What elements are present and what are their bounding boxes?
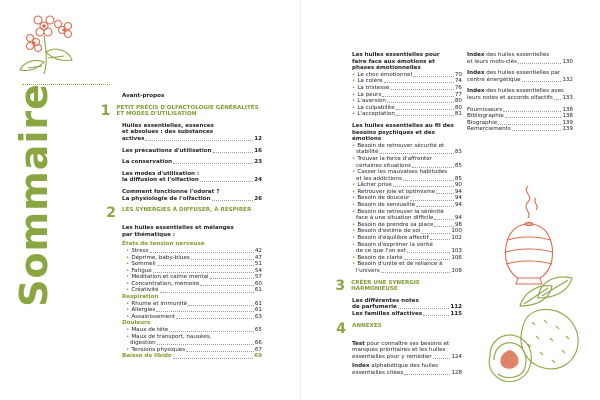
chapter-title: CRÉER UNE SYNERGIE HARMONIEUSE (351, 279, 420, 293)
chapter-number: 4 (336, 320, 346, 337)
toc-section-title: Les huiles essentielles pour faire face aux émotions et phases émotionnelles (352, 52, 440, 72)
toc-entry[interactable]: • Créativité 61 (126, 287, 262, 294)
toc-entry[interactable]: • La tristesse 76 (352, 84, 462, 91)
toc-entry[interactable]: Baisse de libido 69 (122, 353, 262, 360)
toc-entry[interactable]: Les différentes notes de parfumerie 112 (352, 297, 462, 311)
toc-entry-avant-propos[interactable]: Avant-propos (122, 93, 165, 99)
toc-entry[interactable]: • Trouver la force d'affronter certaines situations 85 (352, 155, 462, 169)
toc-entry[interactable]: Index des huiles essentielles par centre énergétique 132 (467, 70, 573, 83)
toc-entry[interactable]: La conservation 23 (122, 159, 262, 166)
toc-column-middle (335, 52, 462, 377)
toc-entry[interactable]: Huiles essentielles, essences et absolues : des substances actives 12 (122, 122, 262, 142)
toc-entry[interactable]: • La culpabilité 80 (352, 104, 462, 111)
toc-entry[interactable]: • Besoin de clarté 106 (352, 254, 462, 261)
toc-entry[interactable]: • Retrouver joie et optimisme 94 (352, 188, 462, 195)
chapter-1-heading[interactable] (100, 102, 262, 119)
toc-entry[interactable]: Bibliographie 138 (467, 113, 573, 120)
toc-entry[interactable]: Les modes d'utilisation : la diffusion et l'olfaction 24 (122, 170, 262, 184)
toc-entry[interactable]: • La colère 74 (352, 78, 462, 85)
toc-section-title: Les huiles essentielles et mélanges par thématique : (122, 225, 234, 238)
toc-subsection-title: Douleurs (122, 320, 151, 327)
toc-entry[interactable]: • Besoin d'unité et de reliance à l'univers 108 (352, 261, 462, 274)
toc-entry[interactable]: Index des huiles essentielles avec leurs notes et accords olfactifs 133 (467, 88, 573, 101)
chapter-2-heading[interactable] (100, 207, 262, 220)
toc-entry[interactable]: • L'acceptation 81 (352, 111, 462, 118)
toc-subsection-title: Respiration (122, 294, 159, 301)
toc-entry[interactable]: • Fatigue 54 (126, 267, 262, 274)
toc-entry[interactable]: • Besoin de prendre sa place 98 (352, 221, 462, 228)
chapter-title: PETIT PRÉCIS D'OLFACTOLOGIE GÉNÉRALITÉS ET MODES D'UTILISATION (116, 104, 259, 118)
toc-entry[interactable]: • Besoin d'équilibre affectif 102 (352, 235, 462, 242)
toc-entry[interactable]: Les familles olfactives 115 (352, 310, 462, 317)
page-title (12, 83, 57, 307)
toc-entry[interactable]: • Besoin d'exprimer la vérité de ce que l'on est 103 (352, 241, 462, 255)
toc-entry[interactable]: • Stress 42 (126, 247, 262, 254)
toc-entry[interactable]: • L'aversion 80 (352, 98, 462, 105)
flower-illustration-icon (14, 6, 86, 80)
toc-entry[interactable]: Comment fonctionne l'odorat ? La physiologie de l'olfaction 26 (122, 188, 262, 202)
toc-column-right (467, 52, 573, 133)
toc-entry[interactable]: • Besoin de douceur 94 (352, 195, 462, 202)
toc-entry[interactable]: Remerciements 139 (467, 126, 573, 133)
diffuser-illustration-icon (492, 178, 566, 288)
toc-entry[interactable]: • Maux de transport, nausées, digestion 66 (126, 333, 262, 347)
toc-entry[interactable]: • Le choc émotionnel 70 (352, 71, 462, 78)
page-gutter (300, 0, 301, 400)
citrus-fruit-illustration-icon (480, 276, 590, 394)
toc-entry[interactable]: • Déprime, baby-blues 47 (126, 254, 262, 261)
toc-entry[interactable]: Test pour connaître ses besoins et manques prioritaires et les huiles essentielles pour y remédier 124 (352, 340, 462, 360)
toc-entry[interactable]: • Assainissement 63 (126, 313, 262, 320)
toc-entry[interactable]: • Tensions physiques 67 (126, 346, 262, 353)
chapter-number: 1 (100, 102, 111, 119)
toc-entry[interactable]: • Besoin de sensualité 94 (352, 202, 462, 209)
toc-entry[interactable]: • Allergies 61 (126, 307, 262, 314)
toc-entry[interactable]: Les précautions d'utilisation 16 (122, 147, 262, 154)
toc-entry[interactable]: • Rhume et immunité 61 (126, 300, 262, 307)
toc-entry[interactable]: Fournisseurs 138 (467, 106, 573, 113)
toc-subsection-title: États de tension nerveuse (122, 241, 205, 248)
toc-column-left (100, 93, 262, 360)
chapter-number: 2 (106, 205, 116, 222)
chapter-number: 3 (335, 277, 346, 294)
toc-entry[interactable]: • Sommeil 51 (126, 261, 262, 268)
chapter-title: ANNEXES (352, 322, 382, 329)
toc-entry[interactable]: • La peurs 77 (352, 91, 462, 98)
toc-section-title: Les huiles essentielles au fil des besoins psychiques et des émotions (352, 122, 454, 143)
chapter-title: LES SYNERGIES À DIFFUSER, À RESPIRER (122, 207, 252, 214)
toc-entry[interactable]: • Besoin d'estime de soi 100 (352, 228, 462, 235)
toc-entry[interactable]: • Besoin de retrouver sécurité et stabilité 83 (352, 142, 462, 156)
toc-entry[interactable]: Biographie 139 (467, 119, 573, 126)
toc-entry[interactable]: • Besoin de retrouver la sérénité face à une situation difficile 94 (352, 208, 462, 222)
toc-entry[interactable]: • Concentration, mémoire 60 (126, 280, 262, 287)
toc-entry[interactable]: Index alphabétique des huiles essentielles citées 128 (352, 363, 462, 376)
chapter-3-heading[interactable] (330, 277, 462, 294)
toc-entry[interactable]: • Casser les mauvaises habitudes et les addictions 85 (352, 169, 462, 182)
chapter-4-heading[interactable] (330, 320, 462, 337)
page-title-text: Sommaire (12, 83, 57, 307)
toc-entry[interactable]: • Maux de tête 65 (126, 327, 262, 334)
toc-entry[interactable]: Index des huiles essentielles et leurs mots-clés 130 (467, 52, 573, 65)
toc-entry[interactable]: • Lâcher prise 90 (352, 182, 462, 189)
toc-entry[interactable]: • Méditation et calme mental 57 (126, 274, 262, 281)
